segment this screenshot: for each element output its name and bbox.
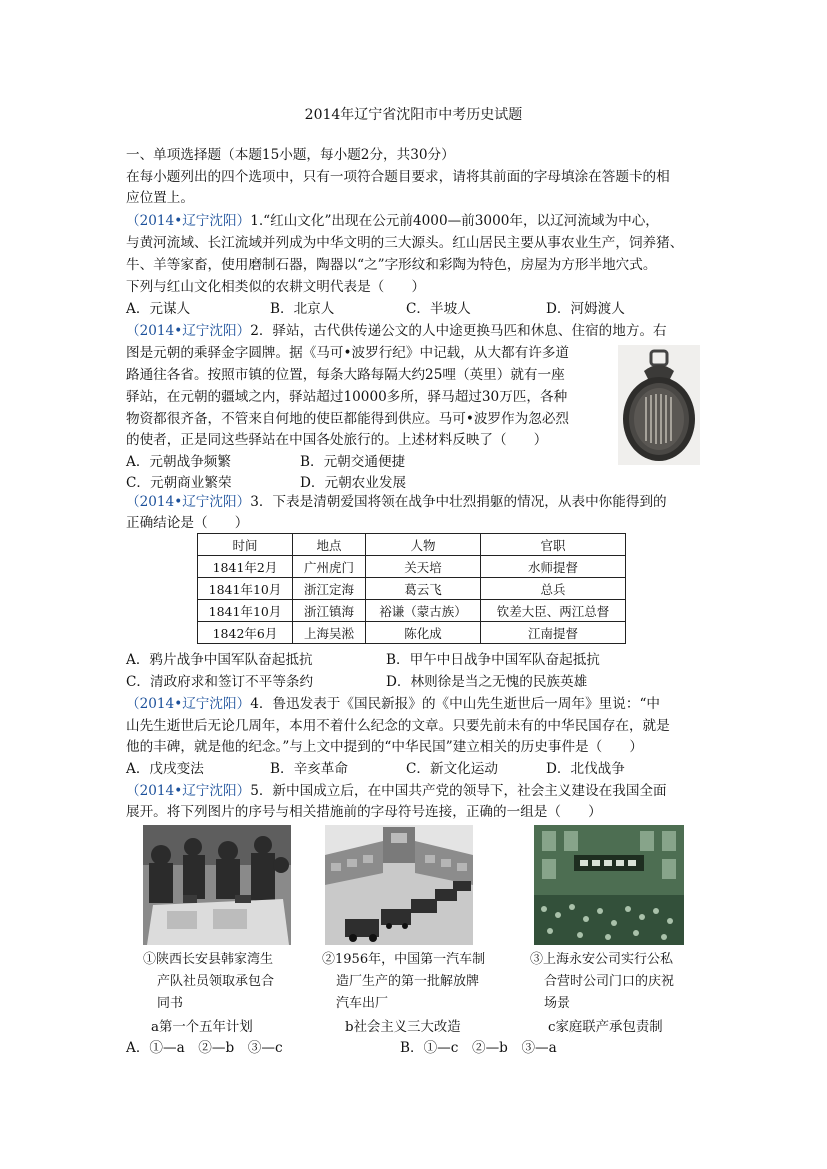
table-header-cell: 官职 — [481, 534, 626, 556]
table-cell: 1842年6月 — [198, 622, 293, 644]
q3-option-c[interactable]: C．清政府求和签订不平等条约 — [126, 674, 314, 690]
contract-signing-photo — [143, 825, 291, 945]
q3-option-a[interactable]: A．鸦片战争中国军队奋起抵抗 — [126, 652, 313, 668]
table-header-row — [198, 534, 626, 556]
jiefang-trucks-photo — [325, 825, 473, 945]
q5-option-b[interactable]: B．①—c ②—b ③—a — [400, 1040, 557, 1056]
table-cell: 上海吴淞 — [293, 622, 366, 644]
q4-option-b[interactable]: B．辛亥革命 — [270, 761, 348, 777]
q3-option-d[interactable]: D．林则徐是当之无愧的民族英雄 — [386, 674, 588, 690]
photo-2-caption: ②1956年，中国第一汽车制 造厂生产的第一批解放牌 汽车出厂 — [322, 952, 486, 1011]
q5-option-a[interactable]: A．①—a ②—b ③—c — [126, 1040, 283, 1056]
table-row — [198, 556, 626, 578]
question-4-stem: （2014•辽宁沈阳）4．鲁迅发表于《国民新报》的《中山先生逝世后一周年》里说：“中 — [126, 696, 661, 712]
table-cell: 水师提督 — [481, 556, 626, 578]
wing-on-celebration-photo — [534, 825, 684, 945]
table-header-cell: 人物 — [366, 534, 481, 556]
table-cell: 钦差大臣、两江总督 — [481, 600, 626, 622]
table-header-cell: 地点 — [293, 534, 366, 556]
question-5-prompt: 展开。将下列图片的序号与相关措施前的字母符号连接，正确的一组是（ ） — [126, 804, 602, 820]
q4-option-c[interactable]: C．新文化运动 — [406, 761, 498, 777]
table-cell: 广州虎门 — [293, 556, 366, 578]
table-header-cell: 时间 — [198, 534, 293, 556]
photo-1-caption: ①陕西长安县韩家湾生 产队社员领取承包合 同书 — [143, 952, 275, 1011]
table-row — [198, 622, 626, 644]
source-tag: （2014•辽宁沈阳） — [126, 696, 251, 712]
question-2-text: 图是元朝的乘驿金字圆牌。据《马可•波罗行纪》中记载，从大都有许多道 — [126, 345, 570, 361]
question-3-stem: （2014•辽宁沈阳）3．下表是清朝爱国将领在战争中壮烈捐躯的情况，从表中你能得到的 — [126, 494, 667, 510]
question-2-stem: （2014•辽宁沈阳）2．驿站，古代供传递公文的人中途更换马匹和休息、住宿的地方。右 — [126, 323, 667, 339]
question-1-stem: （2014•辽宁沈阳）1.“红山文化”出现在公元前4000—前3000年，以辽河流域为中心， — [126, 213, 659, 229]
table-cell: 总兵 — [481, 578, 626, 600]
source-tag: （2014•辽宁沈阳） — [126, 783, 251, 799]
table-cell: 陈化成 — [366, 622, 481, 644]
photo-3-caption: ③上海永安公司实行公私 合营时公司门口的庆祝 场景 — [530, 952, 675, 1011]
table-cell: 1841年10月 — [198, 600, 293, 622]
question-1-prompt: 下列与红山文化相类似的农耕文明代表是（ ） — [126, 279, 426, 295]
q3-option-b[interactable]: B．甲午中日战争中国军队奋起抵抗 — [386, 652, 600, 668]
table-cell: 1841年2月 — [198, 556, 293, 578]
page-title: 2014年辽宁省沈阳市中考历史试题 — [304, 107, 523, 123]
table-cell: 浙江定海 — [293, 578, 366, 600]
q4-option-d[interactable]: D．北伐战争 — [546, 761, 625, 777]
source-tag: （2014•辽宁沈阳） — [126, 213, 251, 229]
question-1-text: 牛、羊等家畜，使用磨制石器，陶器以“之”字形纹和彩陶为特色，房屋为方形半地穴式。 — [126, 257, 657, 273]
question-2-prompt: 的使者，正是同这些驿站在中国各处旅行的。上述材料反映了（ ） — [126, 432, 548, 448]
q1-option-c[interactable]: C．半坡人 — [406, 301, 471, 317]
section-instruction-cont: 应位置上。 — [126, 190, 194, 206]
q4-option-a[interactable]: A．戊戌变法 — [126, 761, 204, 777]
question-1-text: 与黄河流域、长江流域并列成为中华文明的三大源头。红山居民主要从事农业生产，饲养猪、 — [126, 235, 684, 251]
table-cell: 1841年10月 — [198, 578, 293, 600]
question-2-text: 路通往各省。按照市镇的位置，每条大路每隔大约25哩（英里）就有一座 — [126, 367, 565, 383]
q2-option-c[interactable]: C．元朝商业繁荣 — [126, 475, 232, 491]
source-tag: （2014•辽宁沈阳） — [126, 323, 251, 339]
table-cell: 葛云飞 — [366, 578, 481, 600]
generals-table — [197, 533, 626, 644]
question-4-text: 山先生逝世后无论几周年，本用不着什么纪念的文章。只要先前未有的中华民国存在，就是 — [126, 718, 670, 734]
q1-option-d[interactable]: D．河姆渡人 — [546, 301, 625, 317]
question-2-text: 物资都很齐备，不管来自何地的使臣都能得到供应。马可•波罗作为忽必烈 — [126, 411, 570, 427]
measure-c: c家庭联产承包责制 — [548, 1020, 663, 1035]
table-row — [198, 600, 626, 622]
q1-option-a[interactable]: A．元谋人 — [126, 301, 191, 317]
table-cell: 浙江镇海 — [293, 600, 366, 622]
q2-option-b[interactable]: B．元朝交通便捷 — [300, 454, 406, 470]
table-cell: 裕谦（蒙古族） — [366, 600, 481, 622]
table-row — [198, 578, 626, 600]
q1-option-b[interactable]: B．北京人 — [270, 301, 335, 317]
q2-option-d[interactable]: D．元朝农业发展 — [300, 475, 407, 491]
table-cell: 关天培 — [366, 556, 481, 578]
question-2-text: 驿站，在元朝的疆域之内，驿站超过10000多所，驿马超过30万匹，各种 — [126, 389, 568, 405]
measure-b: b社会主义三大改造 — [345, 1020, 461, 1035]
question-4-prompt: 他的丰碑，就是他的纪念。”与上文中提到的“中华民国”建立相关的历史事件是（ ） — [126, 739, 644, 755]
question-3-prompt: 正确结论是（ ） — [126, 515, 249, 531]
q2-option-a[interactable]: A．元朝战争频繁 — [126, 454, 231, 470]
source-tag: （2014•辽宁沈阳） — [126, 494, 251, 510]
measure-a: a第一个五年计划 — [151, 1020, 253, 1035]
section-heading: 一、单项选择题（本题15小题，每小题2分，共30分） — [126, 147, 455, 163]
yuan-paizi-medal-image — [618, 345, 700, 465]
table-cell: 江南提督 — [481, 622, 626, 644]
question-5-stem: （2014•辽宁沈阳）5．新中国成立后，在中国共产党的领导下，社会主义建设在我国全面 — [126, 783, 667, 799]
section-instruction: 在每小题列出的四个选项中，只有一项符合题目要求，请将其前面的字母填涂在答题卡的相 — [126, 169, 670, 185]
